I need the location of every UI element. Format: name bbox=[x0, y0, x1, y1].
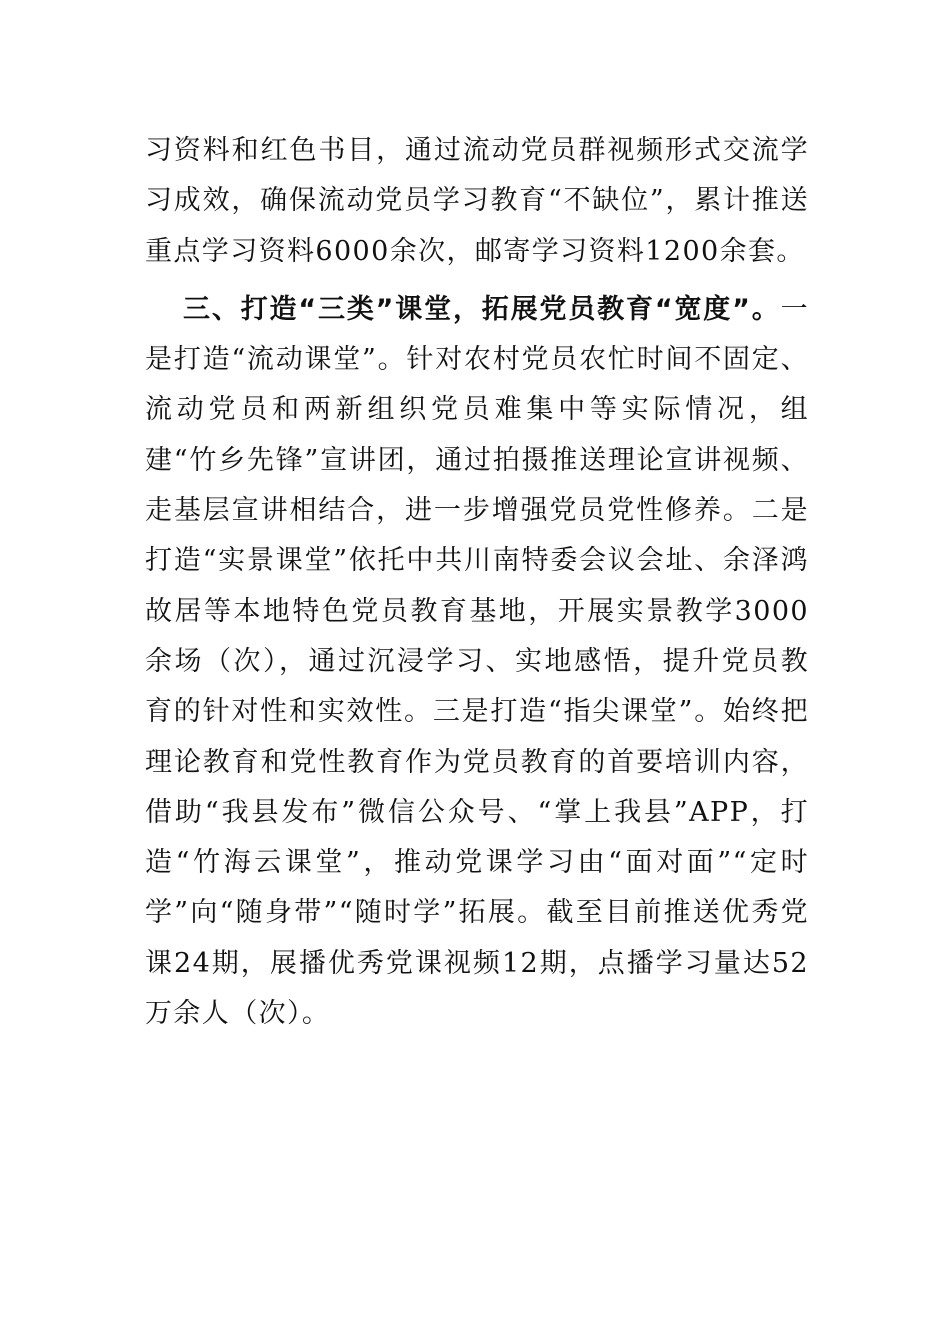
section-body: 一是打造“流动课堂”。针对农村党员农忙时间不固定、流动党员和两新组织党员难集中等实际情况，组建“竹乡先锋”宣讲团，通过拍摄推送理论宣讲视频、走基层宣讲相结合，进一步增强党员党性修养。二是打造“实景课堂”依托中共川南特委会议会址、余泽鸿故居等本地特色党员教育基地，开展实景教学3000余场（次），通过沉浸学习、实地感悟，提升党员教育的针对性和实效性。三是打造“指尖课堂”。始终把理论教育和党性教育作为党员教育的首要培训内容，借助“我县发布”微信公众号、“掌上我县”APP，打造“竹海云课堂”，推动党课学习由“面对面”“定时学”向“随身带”“随时学”拓展。截至目前推送优秀党课24期，展播优秀党课视频12期，点播学习量达52万余人（次）。 bbox=[145, 293, 809, 1030]
paragraph-section-three bbox=[145, 285, 809, 1039]
section-heading: 三、打造“三类”课堂，拓展党员教育“宽度”。 bbox=[183, 293, 781, 325]
document-page bbox=[145, 126, 809, 1039]
paragraph-continued: 习资料和红色书目，通过流动党员群视频形式交流学习成效，确保流动党员学习教育“不缺位”，累计推送重点学习资料6000余次，邮寄学习资料1200余套。 bbox=[145, 135, 809, 267]
